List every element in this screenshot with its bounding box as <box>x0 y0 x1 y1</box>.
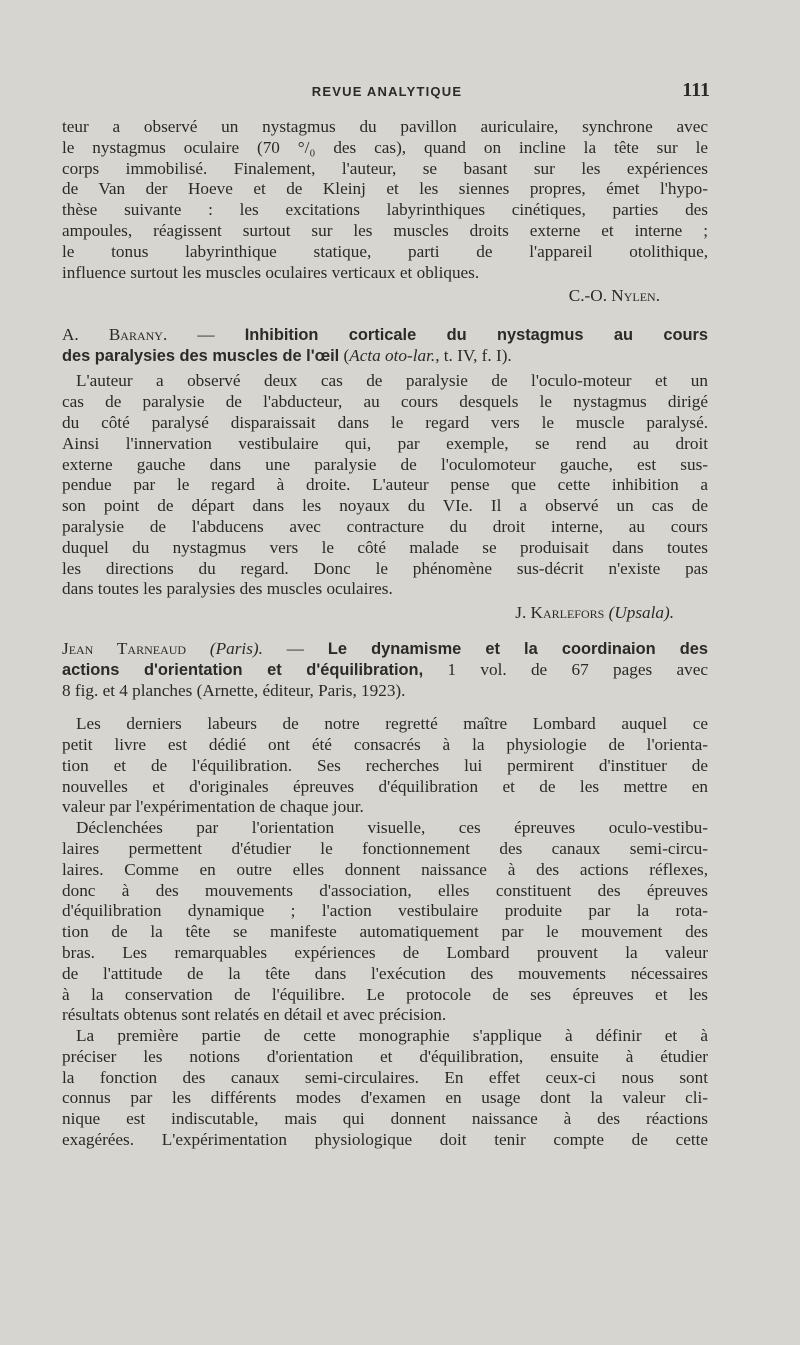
text-line: la fonction des canaux semi-circulaires. En effet ceux-ci nous sont <box>62 1067 708 1087</box>
text-line: cas de paralysie de l'abducteur, au cours desquels le nystagmus dirigé <box>62 392 708 412</box>
body-text <box>62 117 708 1151</box>
text-line: valeur par l'expérimentation de chaque jour. <box>62 797 364 817</box>
text-line: petit livre est dédié ont été consacrés à la physiologie de l'orienta- <box>62 734 708 754</box>
running-title: REVUE ANALYTIQUE <box>311 84 463 99</box>
text-line: teur a observé un nystagmus du pavillon auriculaire, synchrone avec <box>62 117 708 136</box>
text-line: exagérées. L'expérimentation physiologique doit tenir compte de cette <box>62 1130 708 1150</box>
reviewer-name: C.-O. Nylen. <box>568 286 660 306</box>
text-line: le tonus labyrinthique statique, parti de l'appareil otolithique, <box>62 241 708 261</box>
article-author: Jean Tarneaud <box>62 639 187 659</box>
text-line: laires permettent d'étudier le fonctionnement des canaux semi-circu- <box>62 838 708 858</box>
review-nylen <box>62 117 708 307</box>
citation-open: ( <box>339 346 350 366</box>
text-line: laires. Comme en outre elles donnent naissance à des actions réflexes, <box>62 859 708 879</box>
article-title-cont: actions d'orientation et d'équilibration, <box>62 661 424 680</box>
text-line: thèse suivante : les excitations labyrinthiques cinétiques, parties des <box>62 200 708 220</box>
page-number: 111 <box>682 79 710 101</box>
text-line: bras. Les remarquables expériences de Lombard prouvent la valeur <box>62 942 708 962</box>
article-heading <box>62 325 708 346</box>
text-line: externe gauche dans une paralysie de l'oculomoteur gauche, est sus- <box>62 454 708 474</box>
review-tarneaud <box>62 639 708 1151</box>
text-line: tion et de l'équilibration. Ses recherches lui permirent d'instituer de <box>62 755 708 775</box>
text-line: résultats obtenus sont relatés en détail et avec précision. <box>62 1005 447 1025</box>
text-line: préciser les notions d'orientation et d'équilibration, ensuite à étudier <box>62 1046 708 1066</box>
page-header <box>62 76 712 106</box>
text-line: de l'attitude de la tête dans l'exécution des mouvements nécessaires <box>62 963 708 983</box>
article-title: Inhibition corticale du nystagmus au cours <box>244 326 709 345</box>
text-line: Ainsi l'innervation vestibulaire qui, par exemple, se rend au droit <box>62 433 708 453</box>
text-line: La première partie de cette monographie s'applique à définir et à <box>76 1026 708 1046</box>
review-barany <box>62 325 708 624</box>
text-line: nouvelles et d'originales épreuves d'équilibration et de les mettre en <box>62 776 708 796</box>
text-line: son point de départ dans les noyaux du VIe. Il a observé un cas de <box>62 496 708 516</box>
text-line: nique est indiscutable, mais qui donnent naissance à des réactions <box>62 1109 708 1129</box>
text-line: donc à des mouvements d'association, elles constituent des épreuves <box>62 880 708 900</box>
text-line: les directions du regard. Donc le phénomène sus-décrit n'existe pas <box>62 558 708 578</box>
text-line: du côté paralysé disparaissait dans le regard vers le muscle paralysé. <box>62 412 708 432</box>
author-place: (Paris). <box>209 639 263 659</box>
reviewer-place: (Upsala). <box>608 603 674 623</box>
text-line: influence surtout les muscles oculaires verticaux et obliques. <box>62 262 480 282</box>
text-line: Déclenchées par l'orientation visuelle, ces épreuves oculo-vestibu- <box>76 818 708 838</box>
article-author: A. Barany. <box>62 325 168 345</box>
book-publication: 8 fig. et 4 planches (Arnette, éditeur, Paris, 1923). <box>62 681 406 701</box>
reviewer-name: J. Karlefors <box>515 603 605 623</box>
text-line: L'auteur a observé deux cas de paralysie de l'oculo-moteur et un <box>76 371 708 391</box>
heading-dash: — <box>167 325 245 345</box>
book-details: 1 vol. de 67 pages avec <box>423 660 708 680</box>
article-title: Le dynamisme et la coordinaion des <box>327 640 708 659</box>
text-line: connus par les différents modes d'examen en usage dont la valeur cli- <box>62 1088 708 1108</box>
text-line: paralysie de l'abducens avec contracture du droit interne, au cours <box>62 516 708 536</box>
text-line: à la conservation de l'équilibre. Le protocole de ses épreuves et les <box>62 984 708 1004</box>
heading-dash: — <box>262 639 328 659</box>
text-line: de Van der Hoeve et de Kleinj et les siennes propres, émet l'hypo- <box>62 179 708 199</box>
journal-name: Acta oto-lar. <box>349 346 436 366</box>
section-gap <box>62 307 708 325</box>
article-heading-cont <box>62 660 708 681</box>
article-title-cont: des paralysies des muscles de l'œil <box>62 347 340 366</box>
article-heading-cont <box>62 346 708 367</box>
text-line: ampoules, réagissent surtout sur les muscles droits externe et interne ; <box>62 220 708 240</box>
text-line: Les derniers labeurs de notre regretté maître Lombard auquel ce <box>76 714 708 734</box>
reviewer-signature <box>62 603 708 624</box>
citation-details: , t. IV, f. I). <box>435 346 512 366</box>
text-line: dans toutes les paralysies des muscles oculaires. <box>62 579 393 599</box>
reviewer-signature <box>62 286 708 307</box>
text-line: d'équilibration dynamique ; l'action vestibulaire produite par la rota- <box>62 901 708 921</box>
text-line: pendue par le regard à droite. L'auteur pense que cette inhibition a <box>62 475 708 495</box>
section-gap <box>62 624 708 639</box>
text-line: duquel du nystagmus vers le côté malade se produisait dans toutes <box>62 537 708 557</box>
article-heading <box>62 639 708 660</box>
text-line: le nystagmus oculaire (70 °/₀ des cas), quand on incline la tête sur le <box>62 137 708 157</box>
text-line: tion de la tête se manifeste automatiquement par le mouvement des <box>62 922 708 942</box>
text-line: corps immobilisé. Finalement, l'auteur, se basant sur les expériences <box>62 158 708 178</box>
